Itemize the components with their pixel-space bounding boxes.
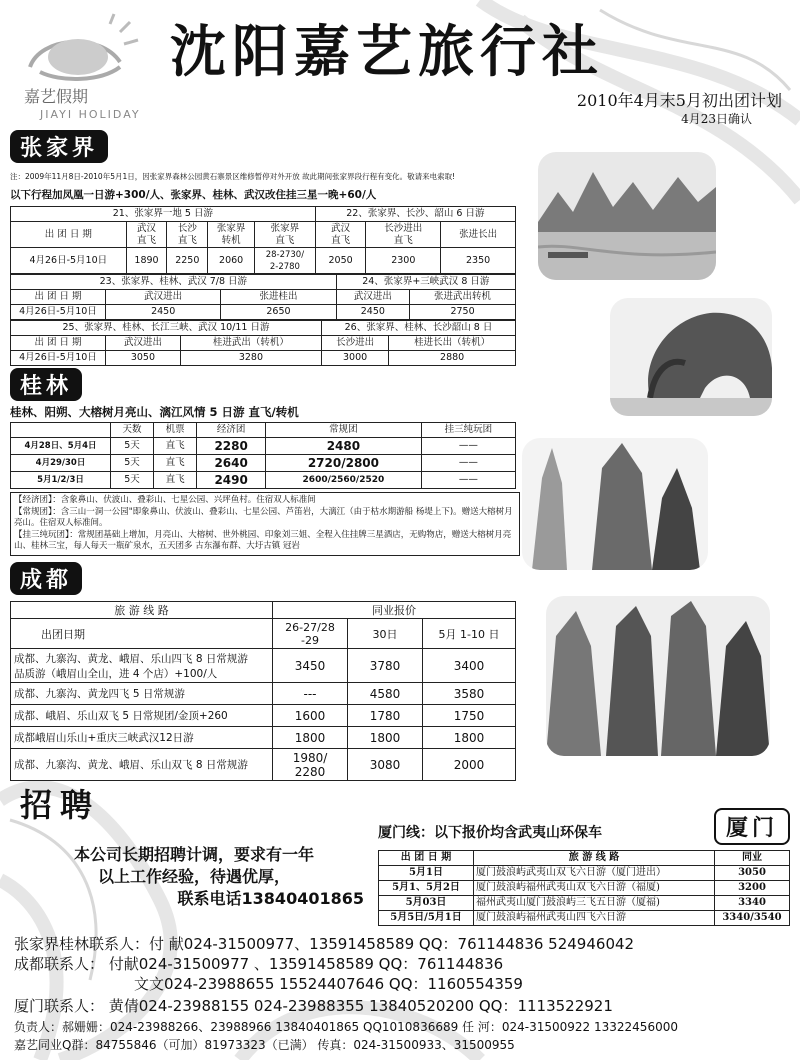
xiamen-badge: 厦门 xyxy=(714,808,790,845)
logo-text: 嘉艺假期 xyxy=(24,87,89,106)
col-header: 武汉 直飞 xyxy=(126,222,167,248)
header-route: 旅 游 线 路 xyxy=(11,602,273,619)
price-cell: 2250 xyxy=(167,248,208,274)
guilin-route: 桂林、阳朔、大榕树月亮山、漓江风情 5 日游 直飞/转机 xyxy=(10,405,299,419)
price-cell: 2600/2560/2520 xyxy=(266,472,422,489)
zhangjiajie-table-2 xyxy=(10,274,516,320)
route-cell: 成都峨眉山乐山+重庆三峡武汉12日游 xyxy=(11,727,273,749)
contact-chengdu: 成都联系人： 付献024-31500977 、13591458589 QQ：761144836 xyxy=(14,955,504,973)
logo-english: JIAYI HOLIDAY xyxy=(40,108,141,121)
guilin-badge: 桂林 xyxy=(10,368,82,401)
col-header: 同业 xyxy=(715,851,790,866)
route-cell: 福州武夷山厦门鼓浪屿三飞五日游（厦福) xyxy=(474,896,715,911)
date-col: 26-27/28 -29 xyxy=(273,619,348,649)
route-23: 23、张家界、桂林、武汉 7/8 日游 xyxy=(11,275,337,290)
date-col: 5月 1-10 日 xyxy=(423,619,516,649)
cell: 直飞 xyxy=(154,455,197,472)
photo-karst-river xyxy=(538,152,716,280)
price-cell: 3450 xyxy=(273,649,348,683)
page-title: 沈阳嘉艺旅行社 xyxy=(170,20,604,85)
chengdu-table xyxy=(10,601,516,781)
col-header: 经济团 xyxy=(197,423,266,438)
price-cell: 1800 xyxy=(273,727,348,749)
price-cell: 1800 xyxy=(423,727,516,749)
contact-zhangjiajie-guilin: 张家界桂林联系人：付 献024-31500977、13591458589 QQ：761144836 524946042 xyxy=(14,935,635,953)
price-cell: 2000 xyxy=(423,749,516,781)
price-cell: 2650 xyxy=(221,305,336,320)
price-cell: 3780 xyxy=(348,649,423,683)
row-date: 5月1、5月2日 xyxy=(379,881,474,896)
recruit-line: 本公司长期招聘计调，要求有一年 xyxy=(73,845,314,864)
col-header: 长沙进出 xyxy=(321,336,388,351)
price-cell: 28-2730/ 2-2780 xyxy=(255,248,316,274)
route-26: 26、张家界、桂林、长沙韶山 8 日 xyxy=(321,321,515,336)
col-header: 武汉进出 xyxy=(106,336,181,351)
route-cell: 厦门鼓浪屿武夷山双飞六日游（厦门进出） xyxy=(474,866,715,881)
price-cell: 2050 xyxy=(315,248,366,274)
xiamen-line: 厦门线：以下报价均含武夷山环保车 xyxy=(378,825,602,841)
price-cell: 2640 xyxy=(197,455,266,472)
recruit-section xyxy=(14,780,374,910)
price-cell: 3080 xyxy=(348,749,423,781)
price-cell: 1890 xyxy=(126,248,167,274)
guilin-desc xyxy=(10,492,520,556)
price-cell: 2280 xyxy=(197,438,266,455)
contacts-section xyxy=(14,934,794,1054)
col-header: 张进桂出 xyxy=(221,290,336,305)
col-header: 张进武出转机 xyxy=(410,290,516,305)
route-cell: 成都、九寨沟、黄龙、峨眉、乐山四飞 8 日常规游 品质游（峨眉山全山，进 4 个店）+100/人 xyxy=(11,649,273,683)
price-cell: 3340 xyxy=(715,896,790,911)
recruit-line: 联系电话13840401865 xyxy=(177,889,364,908)
confirm-date: 4月23日确认 xyxy=(681,112,752,126)
zhangjiajie-badge: 张家界 xyxy=(10,130,108,163)
col-header: 武汉进出 xyxy=(106,290,221,305)
col-header: 张家界 转机 xyxy=(208,222,255,248)
zhangjiajie-table-3 xyxy=(10,320,516,366)
price-cell: 3000 xyxy=(321,351,388,366)
price-cell: 2880 xyxy=(389,351,516,366)
col-header: 张进长出 xyxy=(441,222,516,248)
col-header xyxy=(11,423,111,438)
route-22: 22、张家界、长沙、韶山 6 日游 xyxy=(315,207,515,222)
desc-pure: 【挂三纯玩团】：常规团基础上增加，月亮山、大榕树、世外桃园、印象刘三姐、全程入住挂牌三星酒店，无购物店，赠送大榕树月亮山、桂林三宝，每人每天一瓶矿泉水，五天团多 古东瀑布群、大圩古镇 冠岩 xyxy=(14,529,512,551)
price-cell: 3400 xyxy=(423,649,516,683)
page-subtitle: 2010年4月末5月初出团计划 xyxy=(576,91,782,110)
desc-eco: 【经济团】：含象鼻山、伏波山、叠彩山、七星公园、兴坪鱼村。住宿双人标准间 xyxy=(14,495,316,505)
price-cell: 2450 xyxy=(106,305,221,320)
price-cell: 2350 xyxy=(441,248,516,274)
contact-manager: 负责人：郝姗姗：024-23988266、23988966 13840401865 QQ1010836689 任 河：024-31500922 13322456000 xyxy=(14,1020,678,1034)
col-header: 武汉进出 xyxy=(336,290,409,305)
col-header: 长沙进出 直飞 xyxy=(366,222,441,248)
xiamen-table xyxy=(378,850,790,926)
price-cell: 1780 xyxy=(348,705,423,727)
col-header: 桂进长出（转机） xyxy=(389,336,516,351)
header-date: 出 团 日 期 xyxy=(11,222,127,248)
price-cell: 4580 xyxy=(348,683,423,705)
row-date: 5月03日 xyxy=(379,896,474,911)
price-cell: 1800 xyxy=(348,727,423,749)
recruit-title: 招聘 xyxy=(20,786,101,824)
route-25: 25、张家界、桂林、长江三峡、武汉 10/11 日游 xyxy=(11,321,322,336)
contact-qq-group: 嘉艺同业Q群：84755846（可加）81973323（已满） 传真：024-31500933、31500955 xyxy=(14,1038,515,1052)
cell: 5天 xyxy=(111,438,154,455)
price-cell: 2450 xyxy=(336,305,409,320)
chengdu-badge: 成都 xyxy=(10,562,82,595)
guilin-table xyxy=(10,422,516,489)
contact-xiamen: 厦门联系人： 黄倩024-23988155 024-23988355 13840520200 QQ：1113522921 xyxy=(14,997,613,1015)
cell: 5天 xyxy=(111,472,154,489)
price-cell: 1980/ 2280 xyxy=(273,749,348,781)
col-header: 武汉 直飞 xyxy=(315,222,366,248)
route-cell: 厦门鼓浪屿福州武夷山双飞六日游（福厦) xyxy=(474,881,715,896)
row-date: 5月1/2/3日 xyxy=(11,472,111,489)
header-price: 同业报价 xyxy=(273,602,516,619)
price-cell: 2060 xyxy=(208,248,255,274)
price-cell: 2300 xyxy=(366,248,441,274)
row-date: 4月26日-5月10日 xyxy=(11,305,106,320)
price-cell: 1600 xyxy=(273,705,348,727)
col-header: 常规团 xyxy=(266,423,422,438)
col-header: 天数 xyxy=(111,423,154,438)
route-cell: 成都、九寨沟、黄龙四飞 5 日常规游 xyxy=(11,683,273,705)
price-cell: 3050 xyxy=(106,351,181,366)
row-date: 5月5日/5月1日 xyxy=(379,911,474,926)
photo-mountain-forest xyxy=(546,596,770,756)
price-cell: 1750 xyxy=(423,705,516,727)
guilin-section xyxy=(10,368,520,556)
cell: 5天 xyxy=(111,455,154,472)
cell: 直飞 xyxy=(154,472,197,489)
price-cell: 3340/3540 xyxy=(715,911,790,926)
col-header: 桂进武出（转机） xyxy=(180,336,321,351)
price-cell: 2490 xyxy=(197,472,266,489)
chengdu-section xyxy=(10,562,520,781)
route-cell: 成都、九寨沟、黄龙、峨眉、乐山双飞 8 日常规游 xyxy=(11,749,273,781)
row-date: 4月26日-5月10日 xyxy=(11,351,106,366)
row-date: 4月26日-5月10日 xyxy=(11,248,127,274)
price-cell: 2480 xyxy=(266,438,422,455)
cell: 直飞 xyxy=(154,438,197,455)
col-header: 旅 游 线 路 xyxy=(474,851,715,866)
row-date: 4月28日、5月4日 xyxy=(11,438,111,455)
zhangjiajie-addon: 以下行程加凤凰一日游+300/人、张家界、桂林、武汉改住挂三星一晚+60/人 xyxy=(10,189,377,201)
price-cell: 2750 xyxy=(410,305,516,320)
row-date: 5月1日 xyxy=(379,866,474,881)
route-cell: 厦门鼓浪屿福州武夷山四飞六日游 xyxy=(474,911,715,926)
col-header: 出 团 日 期 xyxy=(379,851,474,866)
route-21: 21、张家界一地 5 日游 xyxy=(11,207,316,222)
recruit-line: 以上工作经验，待遇优厚， xyxy=(97,867,290,886)
contact-chengdu-2: 文文024-23988655 15524407646 QQ：1160554359 xyxy=(134,975,523,993)
zhangjiajie-table-1 xyxy=(10,206,516,274)
recruit-body xyxy=(14,844,374,910)
logo-sun-icon xyxy=(20,12,140,87)
route-cell: 成都、峨眉、乐山双飞 5 日常规团/金顶+260 xyxy=(11,705,273,727)
cell: —— xyxy=(421,438,515,455)
price-cell: --- xyxy=(273,683,348,705)
photo-elephant-trunk-hill xyxy=(610,298,772,416)
price-cell: 2720/2800 xyxy=(266,455,422,472)
zhangjiajie-note: 注：2009年11月8日-2010年5月1日，因张家界森林公园黄石寨景区维修暂停对外开放 故此期间张家界段行程有变化。敬请来电索取! xyxy=(10,172,456,181)
zhangjiajie-section xyxy=(10,130,520,366)
header-date: 出 团 日 期 xyxy=(11,336,106,351)
date-col: 30日 xyxy=(348,619,423,649)
price-cell: 3280 xyxy=(180,351,321,366)
col-header: 长沙 直飞 xyxy=(167,222,208,248)
cell: —— xyxy=(421,455,515,472)
header-date: 出团日期 xyxy=(11,619,273,649)
header xyxy=(0,0,800,130)
row-date: 4月29/30日 xyxy=(11,455,111,472)
route-24: 24、张家界+三峡武汉 8 日游 xyxy=(336,275,515,290)
price-cell: 3050 xyxy=(715,866,790,881)
col-header: 挂三纯玩团 xyxy=(421,423,515,438)
price-cell: 3580 xyxy=(423,683,516,705)
col-header: 张家界 直飞 xyxy=(255,222,316,248)
desc-std: 【常规团】：含三山一洞一公园"即象鼻山、伏波山、叠彩山、七星公园、芦笛岩，大漓江（由于枯水期游船 杨堤上下)。赠送大榕树月亮山。住宿双人标准间。 xyxy=(14,506,513,528)
photo-stone-pillars xyxy=(522,438,708,570)
col-header: 机票 xyxy=(154,423,197,438)
price-cell: 3200 xyxy=(715,881,790,896)
header-date: 出 团 日 期 xyxy=(11,290,106,305)
cell: —— xyxy=(421,472,515,489)
